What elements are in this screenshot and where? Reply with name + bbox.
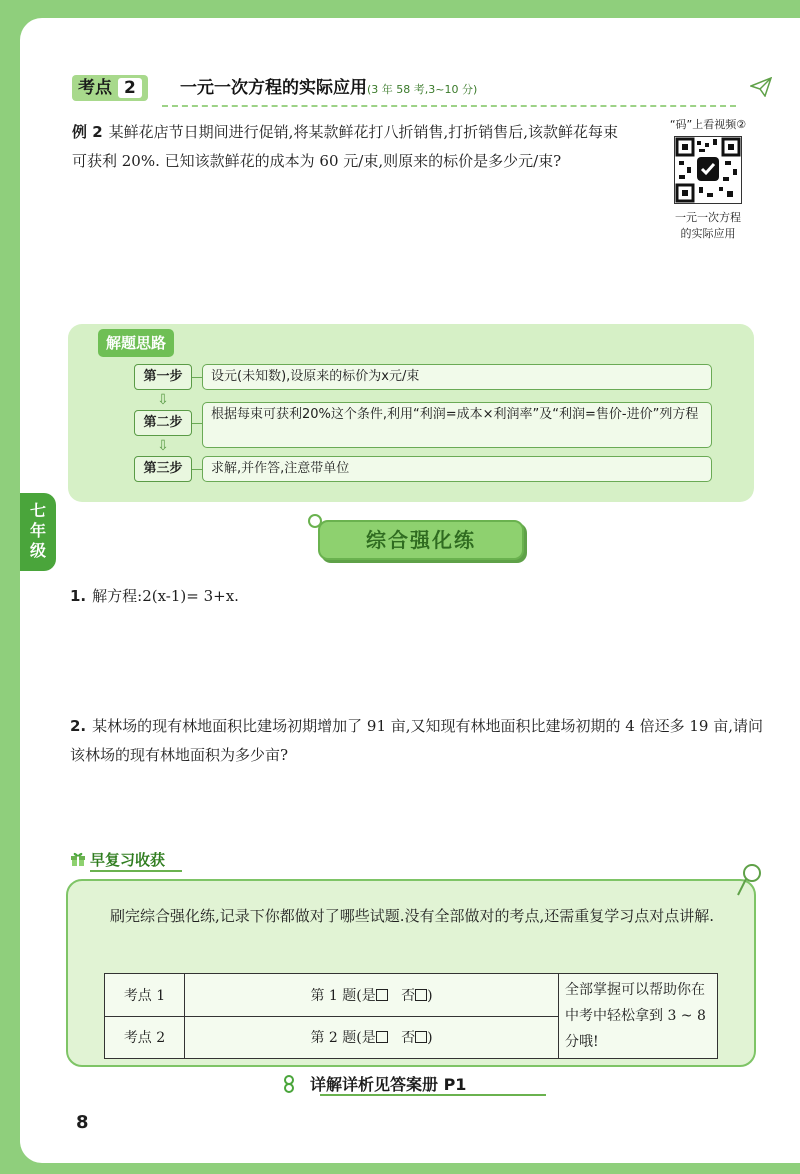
review-underline [90,870,182,872]
question-2 [70,712,770,770]
question-check-cell: 第 2 题(是 否 ) [185,1016,559,1059]
step-2-text: 根据每束可获利20%这个条件,利用“利润=成本×利润率”及“利润=售价-进价”列方程 [202,402,712,448]
kaodian-tag-number: 2 [118,78,142,98]
check-question-label: 第 1 题(是 [310,987,376,1004]
question-number: 2. [70,717,87,735]
review-title: 早复习收获 [90,851,166,869]
kaodian-meta: (3 年 58 考,3~10 分) [367,83,478,96]
no-checkbox[interactable] [415,1031,427,1043]
qr-video-box[interactable] [652,116,764,242]
review-note: 全部掌握可以帮助你在中考中轻松拿到 3 ~ 8 分哦! [559,974,718,1059]
example-text: 某鲜花店节日期间进行促销,将某款鲜花打八折销售,打折销售后,该款鲜花每束可获利 20%. 已知该款鲜花的成本为 60 元/束,则原来的标价是多少元/束? [72,123,618,170]
thinking-tag: 解题思路 [98,329,174,357]
arrow-down-icon: ⇩ [157,438,169,454]
step-2-connector [192,423,202,424]
gift-icon [70,851,86,867]
step-3-connector [192,469,202,470]
ring-icon [308,514,322,528]
no-checkbox[interactable] [415,989,427,1001]
review-box [66,879,756,1067]
example-2 [72,118,632,176]
grade-side-tab [20,493,56,571]
step-2-label: 第二步 [134,410,192,436]
section-title: 综合强化练 [366,528,476,552]
review-heading [70,849,165,870]
no-label: 否 [401,1030,416,1047]
link-icon [282,1075,296,1093]
footer-underline [320,1094,546,1096]
question-text: 某林场的现有林地面积比建场初期增加了 91 亩,又知现有林地面积比建场初期的 4 倍还多 19 亩,请问该林场的现有林地面积为多少亩? [70,717,764,764]
page-number: 8 [76,1112,89,1133]
kaodian-cell: 考点 1 [105,974,185,1017]
step-1-connector [192,377,202,378]
header-divider [162,105,736,107]
qr-sub-line2: 的实际应用 [680,227,736,240]
kaodian-tag [72,75,148,101]
step-3-label: 第三步 [134,456,192,482]
kaodian-tag-label: 考点 [78,78,112,98]
qr-sub-line1: 一元一次方程 [675,211,741,224]
kaodian-title [180,75,477,103]
question-check-cell: 第 1 题(是 否 ) [185,974,559,1017]
check-question-label: 第 2 题(是 [310,1030,376,1047]
review-table [104,973,718,1059]
answer-reference-text: 详解详析见答案册 P1 [310,1075,467,1094]
question-number: 1. [70,587,87,605]
yes-checkbox[interactable] [376,989,388,1001]
step-1-label: 第一步 [134,364,192,390]
table-row [105,974,718,1017]
solution-thinking-box [68,324,754,502]
step-3-text: 求解,并作答,注意带单位 [202,456,712,482]
answer-reference [282,1072,466,1095]
grade-tab-char-2: 年 [29,521,46,540]
grade-tab-char-1: 七 [29,501,46,520]
example-label: 例 2 [72,123,103,141]
no-label: 否 [401,987,416,1004]
review-text: 刷完综合强化练,记录下你都做对了哪些试题.没有全部做对的考点,还需重复学习点对点讲解. [110,907,715,925]
yes-checkbox[interactable] [376,1031,388,1043]
section-heading [318,520,524,560]
question-text: 解方程:2(x-1)= 3+x. [92,587,239,605]
arrow-down-icon: ⇩ [157,392,169,408]
kaodian-header [72,75,772,107]
kaodian-cell: 考点 2 [105,1016,185,1059]
step-1-text: 设元(未知数),设原来的标价为x元/束 [202,364,712,390]
qr-code-icon[interactable] [674,136,742,204]
question-1 [70,582,770,611]
paper-plane-icon [750,77,772,97]
qr-caption: “码”上看视频② [669,118,747,131]
pushpin-icon [734,863,764,899]
page [20,18,800,1163]
grade-tab-char-3: 级 [29,541,46,560]
kaodian-title-text: 一元一次方程的实际应用 [180,78,367,98]
